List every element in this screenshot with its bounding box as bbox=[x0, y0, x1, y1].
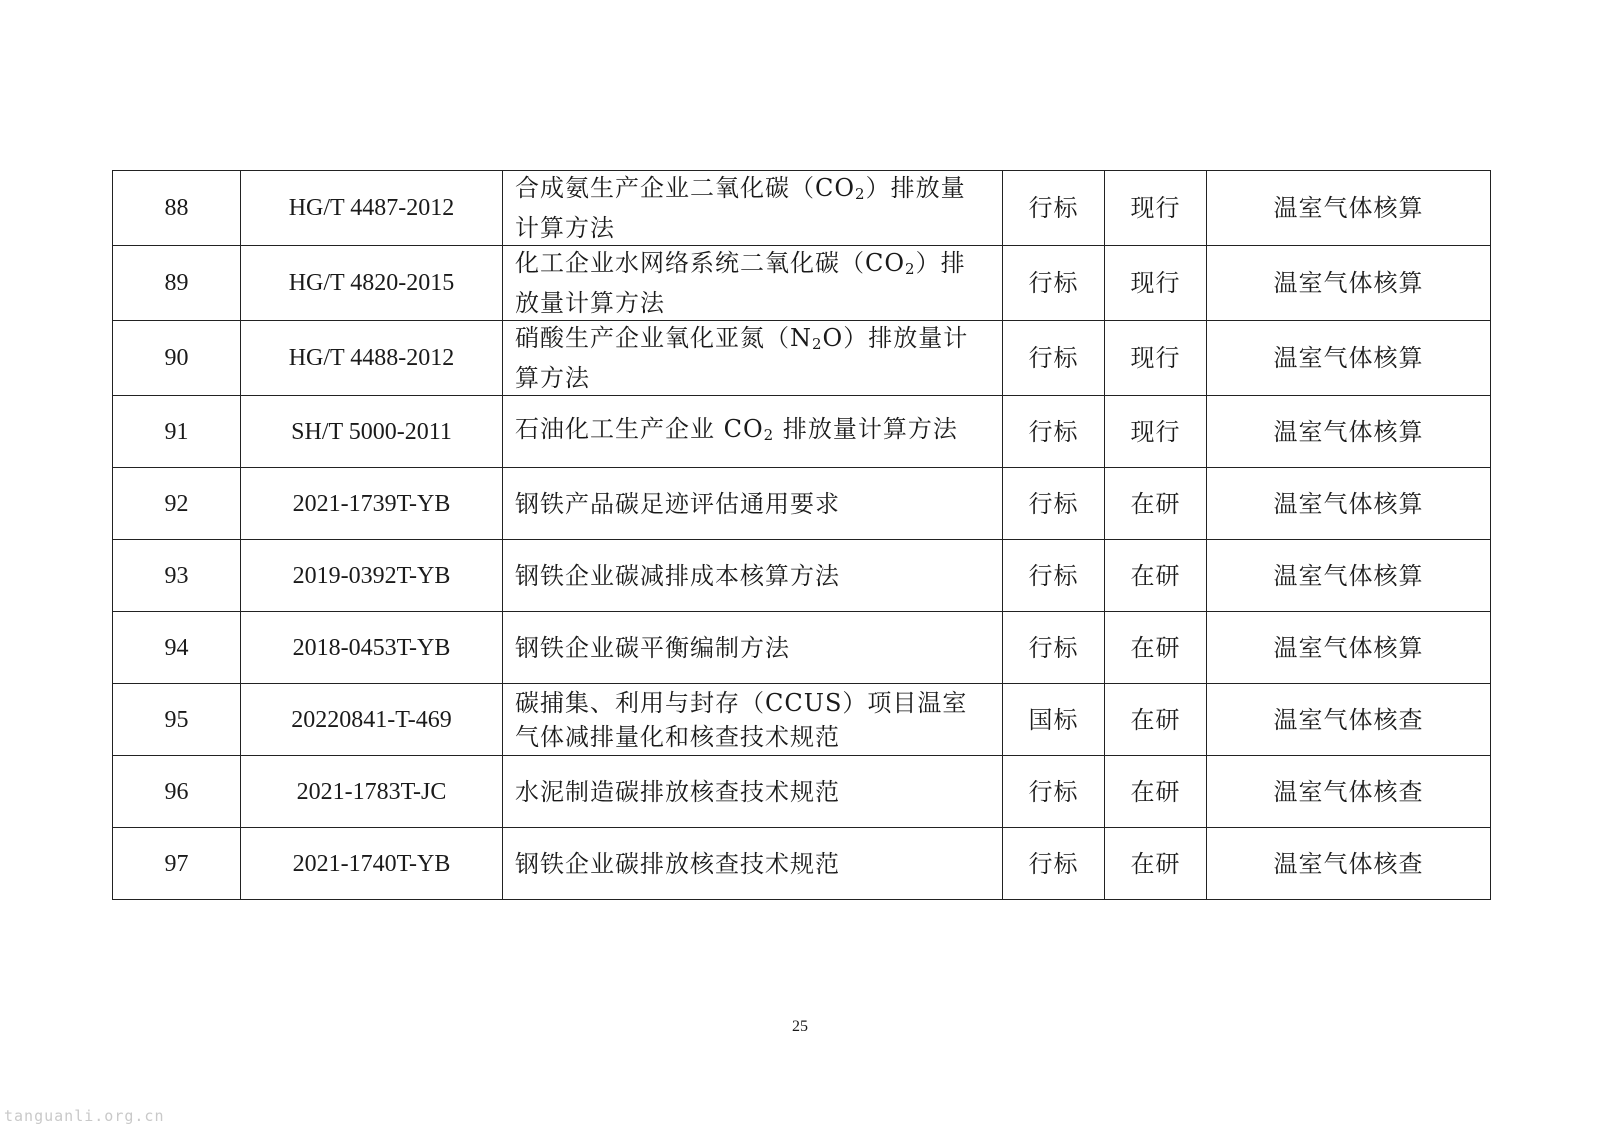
title-text bbox=[515, 415, 958, 443]
standard-title-cell bbox=[503, 828, 1003, 900]
standard-title-cell bbox=[503, 468, 1003, 540]
standard-status-cell: 在研 bbox=[1105, 828, 1207, 900]
standard-type-cell: 行标 bbox=[1003, 828, 1105, 900]
standard-code-cell: 2021-1740T-YB bbox=[241, 828, 503, 900]
standard-status-cell: 现行 bbox=[1105, 171, 1207, 246]
row-number-cell: 89 bbox=[113, 246, 241, 321]
standard-title-cell bbox=[503, 612, 1003, 684]
standard-title-cell bbox=[503, 246, 1003, 321]
title-part: O）排放量计算方法 bbox=[515, 324, 969, 392]
standard-type-cell: 国标 bbox=[1003, 684, 1105, 756]
row-number-cell: 92 bbox=[113, 468, 241, 540]
title-subscript: 2 bbox=[812, 335, 823, 353]
title-text bbox=[515, 562, 840, 590]
standard-status-cell: 在研 bbox=[1105, 684, 1207, 756]
title-part: 合成氨生产企业二氧化碳（CO bbox=[515, 174, 856, 202]
standard-status-cell: 现行 bbox=[1105, 246, 1207, 321]
table-row bbox=[113, 468, 1491, 540]
standard-title-cell bbox=[503, 171, 1003, 246]
page-number: 25 bbox=[792, 1018, 808, 1035]
title-text bbox=[515, 249, 966, 317]
standard-status-cell: 现行 bbox=[1105, 321, 1207, 396]
standard-code-cell: HG/T 4820-2015 bbox=[241, 246, 503, 321]
title-part: 硝酸生产企业氧化亚氮（N bbox=[515, 324, 812, 352]
title-text bbox=[515, 778, 840, 806]
title-text bbox=[515, 689, 967, 751]
table-row bbox=[113, 684, 1491, 756]
table-row bbox=[113, 171, 1491, 246]
row-number-cell: 90 bbox=[113, 321, 241, 396]
table-row bbox=[113, 612, 1491, 684]
standard-type-cell: 行标 bbox=[1003, 396, 1105, 468]
title-subscript: 2 bbox=[855, 185, 866, 203]
standard-category-cell: 温室气体核查 bbox=[1207, 828, 1491, 900]
title-subscript: 2 bbox=[905, 260, 916, 278]
standard-type-cell: 行标 bbox=[1003, 468, 1105, 540]
title-part: 碳捕集、利用与封存（CCUS）项目温室气体减排量化和核查技术规范 bbox=[515, 688, 968, 751]
standard-type-cell: 行标 bbox=[1003, 612, 1105, 684]
table-row bbox=[113, 828, 1491, 900]
standard-status-cell: 在研 bbox=[1105, 612, 1207, 684]
standard-category-cell: 温室气体核算 bbox=[1207, 321, 1491, 396]
table-row bbox=[113, 396, 1491, 468]
row-number-cell: 88 bbox=[113, 171, 241, 246]
standard-category-cell: 温室气体核算 bbox=[1207, 540, 1491, 612]
row-number-cell: 97 bbox=[113, 828, 241, 900]
standard-category-cell: 温室气体核算 bbox=[1207, 396, 1491, 468]
standard-type-cell: 行标 bbox=[1003, 246, 1105, 321]
title-part: 化工企业水网络系统二氧化碳（CO bbox=[515, 249, 906, 277]
standard-category-cell: 温室气体核算 bbox=[1207, 171, 1491, 246]
standard-code-cell: 2021-1739T-YB bbox=[241, 468, 503, 540]
standard-category-cell: 温室气体核算 bbox=[1207, 246, 1491, 321]
row-number-cell: 93 bbox=[113, 540, 241, 612]
standard-type-cell: 行标 bbox=[1003, 171, 1105, 246]
title-part: 石油化工生产企业 CO bbox=[515, 414, 764, 443]
standard-title-cell bbox=[503, 321, 1003, 396]
standards-table bbox=[112, 170, 1491, 900]
title-text bbox=[515, 174, 966, 242]
standard-code-cell: HG/T 4487-2012 bbox=[241, 171, 503, 246]
standard-code-cell: 2019-0392T-YB bbox=[241, 540, 503, 612]
standard-code-cell: 2021-1783T-JC bbox=[241, 756, 503, 828]
row-number-cell: 96 bbox=[113, 756, 241, 828]
standard-title-cell bbox=[503, 756, 1003, 828]
table-body bbox=[113, 171, 1491, 900]
standard-category-cell: 温室气体核查 bbox=[1207, 684, 1491, 756]
standard-category-cell: 温室气体核算 bbox=[1207, 468, 1491, 540]
standard-status-cell: 在研 bbox=[1105, 540, 1207, 612]
standard-code-cell: 2018-0453T-YB bbox=[241, 612, 503, 684]
standard-status-cell: 在研 bbox=[1105, 468, 1207, 540]
title-part: ）排放量计算方法 bbox=[515, 249, 966, 317]
standard-status-cell: 现行 bbox=[1105, 396, 1207, 468]
standard-code-cell: SH/T 5000-2011 bbox=[241, 396, 503, 468]
title-subscript: 2 bbox=[763, 425, 775, 444]
title-text bbox=[515, 850, 840, 878]
title-part: 排放量计算方法 bbox=[774, 414, 958, 443]
watermark-text: tanguanli.org.cn bbox=[4, 1107, 165, 1125]
standard-status-cell: 在研 bbox=[1105, 756, 1207, 828]
row-number-cell: 91 bbox=[113, 396, 241, 468]
standard-code-cell: 20220841-T-469 bbox=[241, 684, 503, 756]
table-row bbox=[113, 321, 1491, 396]
standard-title-cell bbox=[503, 396, 1003, 468]
title-part: 水泥制造碳排放核查技术规范 bbox=[515, 777, 840, 806]
standard-category-cell: 温室气体核算 bbox=[1207, 612, 1491, 684]
table-row bbox=[113, 756, 1491, 828]
row-number-cell: 94 bbox=[113, 612, 241, 684]
title-part: 钢铁企业碳排放核查技术规范 bbox=[515, 849, 840, 878]
table-row bbox=[113, 540, 1491, 612]
table-row bbox=[113, 246, 1491, 321]
standard-type-cell: 行标 bbox=[1003, 321, 1105, 396]
standard-title-cell bbox=[503, 540, 1003, 612]
standard-type-cell: 行标 bbox=[1003, 540, 1105, 612]
standard-type-cell: 行标 bbox=[1003, 756, 1105, 828]
title-text bbox=[515, 634, 790, 662]
standard-title-cell bbox=[503, 684, 1003, 756]
standard-category-cell: 温室气体核查 bbox=[1207, 756, 1491, 828]
standard-code-cell: HG/T 4488-2012 bbox=[241, 321, 503, 396]
title-text bbox=[515, 324, 968, 392]
title-part: ）排放量计算方法 bbox=[515, 174, 966, 242]
row-number-cell: 95 bbox=[113, 684, 241, 756]
title-text bbox=[515, 490, 840, 518]
title-part: 钢铁企业碳平衡编制方法 bbox=[515, 633, 790, 662]
title-part: 钢铁企业碳减排成本核算方法 bbox=[515, 561, 840, 590]
title-part: 钢铁产品碳足迹评估通用要求 bbox=[515, 489, 840, 518]
